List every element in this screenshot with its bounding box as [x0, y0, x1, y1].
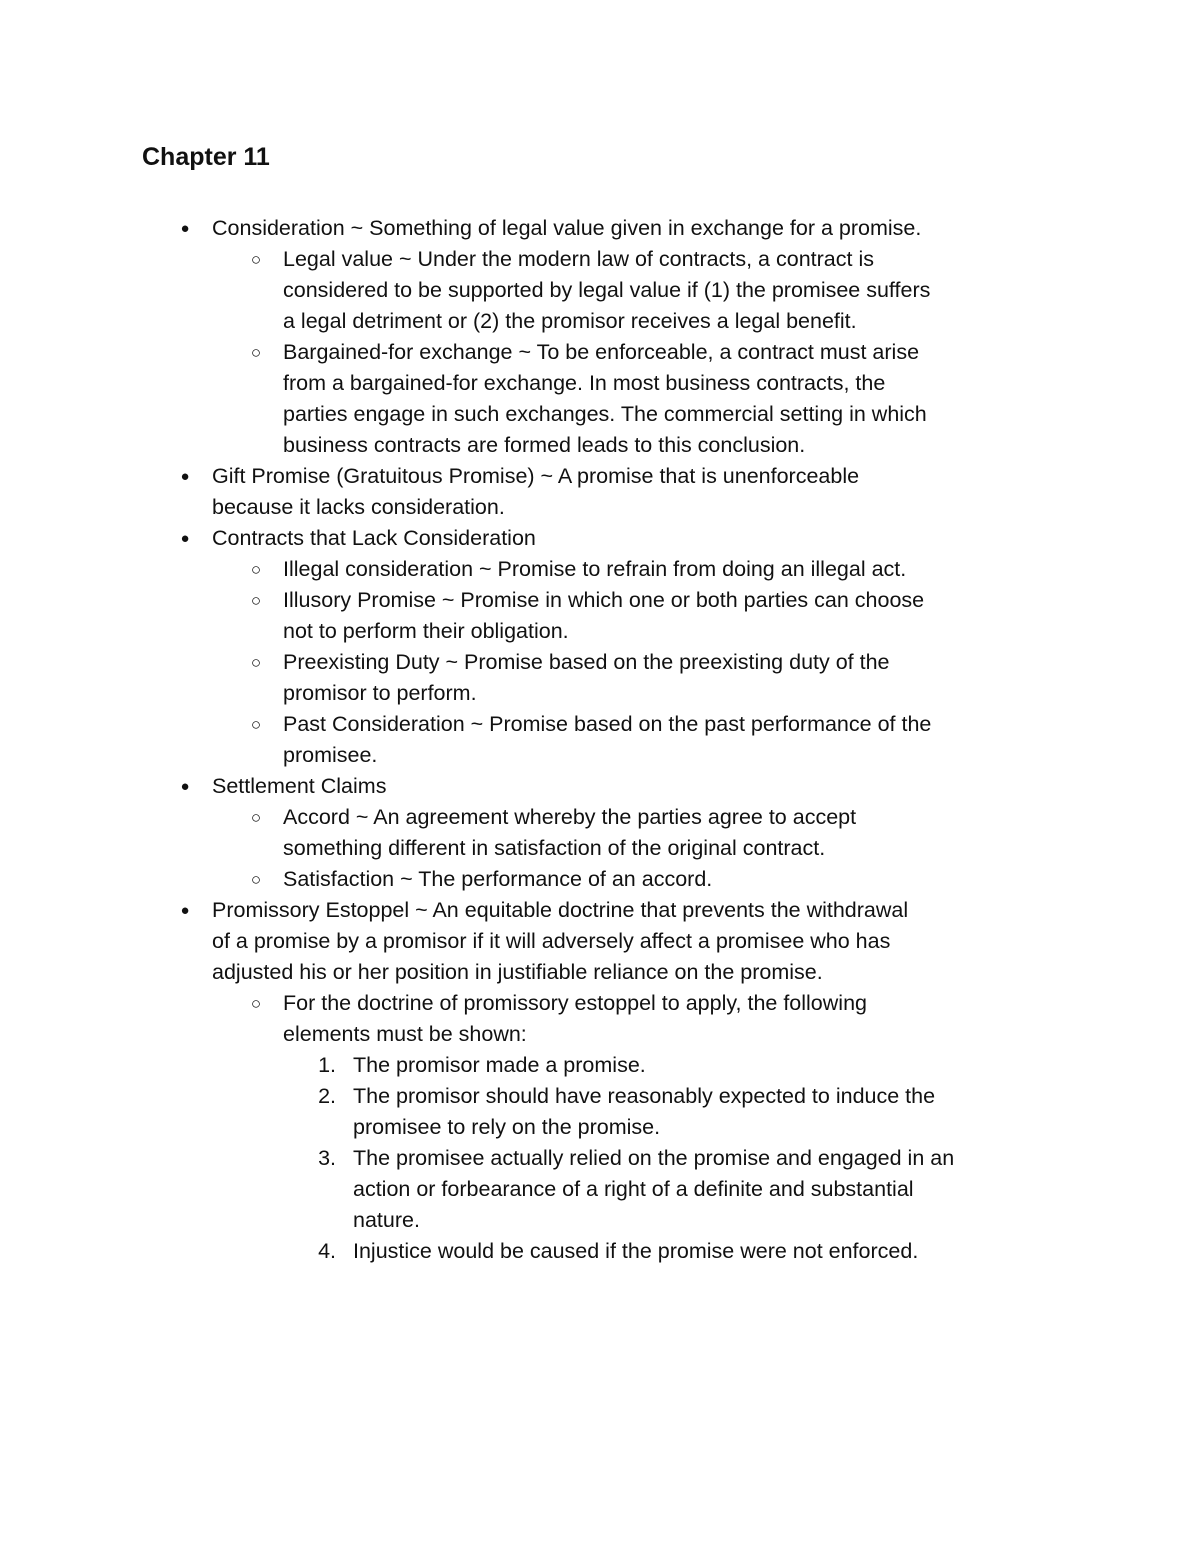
hollow-bullet-icon: ○ — [250, 653, 262, 672]
hollow-bullet-icon: ○ — [250, 715, 262, 734]
hollow-bullet-icon: ○ — [250, 994, 262, 1013]
list-item — [0, 709, 1200, 771]
hollow-bullet-icon: ○ — [250, 591, 262, 610]
item-text-line: not to perform their obligation. — [283, 619, 569, 643]
list-item — [0, 988, 1200, 1050]
item-text-line: Satisfaction ~ The performance of an accord. — [283, 867, 713, 891]
item-text-line: The promisor should have reasonably expected to induce the — [353, 1084, 936, 1108]
list-item — [0, 771, 1200, 802]
item-text-line: The promisor made a promise. — [353, 1053, 646, 1077]
list-item — [0, 1236, 1200, 1267]
item-text-line: Gift Promise (Gratuitous Promise) ~ A promise that is unenforceable — [212, 464, 860, 488]
item-text-line: Injustice would be caused if the promise were not enforced. — [353, 1239, 919, 1263]
list-item — [0, 337, 1200, 461]
item-text-line: a legal detriment or (2) the promisor receives a legal benefit. — [283, 309, 857, 333]
item-text-line: For the doctrine of promissory estoppel to apply, the following — [283, 991, 867, 1015]
hollow-bullet-icon: ○ — [250, 250, 262, 269]
hollow-bullet-icon: ○ — [250, 560, 262, 579]
item-text-line: action or forbearance of a right of a definite and substantial — [353, 1177, 914, 1201]
item-text-line: something different in satisfaction of the original contract. — [283, 836, 826, 860]
item-text-line: Legal value ~ Under the modern law of contracts, a contract is — [283, 247, 874, 271]
item-text-line: Past Consideration ~ Promise based on the past performance of the — [283, 712, 932, 736]
item-text-line: business contracts are formed leads to this conclusion. — [283, 433, 806, 457]
list-number: 3. — [318, 1146, 336, 1170]
item-text-line: adjusted his or her position in justifiable reliance on the promise. — [212, 960, 823, 984]
hollow-bullet-icon: ○ — [250, 808, 262, 827]
bullet-icon: ● — [180, 220, 190, 237]
list-item — [0, 554, 1200, 585]
list-number: 4. — [318, 1239, 336, 1263]
list-item — [0, 864, 1200, 895]
list-item — [0, 1081, 1200, 1143]
item-text-line: considered to be supported by legal value if (1) the promisee suffers — [283, 278, 931, 302]
item-text-line: Contracts that Lack Consideration — [212, 526, 536, 550]
item-text-line: Accord ~ An agreement whereby the parties agree to accept — [283, 805, 857, 829]
item-text-line: parties engage in such exchanges. The commercial setting in which — [283, 402, 927, 426]
item-text-line: Consideration ~ Something of legal value given in exchange for a promise. — [212, 216, 922, 240]
list-item — [0, 1050, 1200, 1081]
list-item — [0, 647, 1200, 709]
list-item — [0, 1143, 1200, 1236]
item-text-line: Settlement Claims — [212, 774, 387, 798]
item-text-line: Preexisting Duty ~ Promise based on the preexisting duty of the — [283, 650, 890, 674]
item-text-line: The promisee actually relied on the promise and engaged in an — [353, 1146, 955, 1170]
list-number: 2. — [318, 1084, 336, 1108]
item-text-line: Illusory Promise ~ Promise in which one or both parties can choose — [283, 588, 925, 612]
item-text-line: promisee to rely on the promise. — [353, 1115, 661, 1139]
list-item — [0, 802, 1200, 864]
item-text-line: Promissory Estoppel ~ An equitable doctrine that prevents the withdrawal — [212, 898, 909, 922]
list-item — [0, 461, 1200, 523]
item-text-line: promisee. — [283, 743, 378, 767]
bullet-icon: ● — [180, 530, 190, 547]
item-text-line: because it lacks consideration. — [212, 495, 505, 519]
bullet-icon: ● — [180, 778, 190, 795]
list-item — [0, 213, 1200, 244]
bullet-icon: ● — [180, 902, 190, 919]
list-item — [0, 895, 1200, 988]
hollow-bullet-icon: ○ — [250, 343, 262, 362]
item-text-line: elements must be shown: — [283, 1022, 527, 1046]
notes-list — [0, 213, 1200, 1267]
list-item — [0, 244, 1200, 337]
list-item — [0, 585, 1200, 647]
item-text-line: of a promise by a promisor if it will adversely affect a promisee who has — [212, 929, 891, 953]
item-text-line: promisor to perform. — [283, 681, 477, 705]
item-text-line: nature. — [353, 1208, 420, 1232]
list-number: 1. — [318, 1053, 336, 1077]
list-item — [0, 523, 1200, 554]
item-text-line: Bargained-for exchange ~ To be enforceable, a contract must arise — [283, 340, 920, 364]
item-text-line: from a bargained-for exchange. In most business contracts, the — [283, 371, 886, 395]
page-title: Chapter 11 — [142, 143, 270, 171]
hollow-bullet-icon: ○ — [250, 870, 262, 889]
item-text-line: Illegal consideration ~ Promise to refrain from doing an illegal act. — [283, 557, 907, 581]
bullet-icon: ● — [180, 468, 190, 485]
